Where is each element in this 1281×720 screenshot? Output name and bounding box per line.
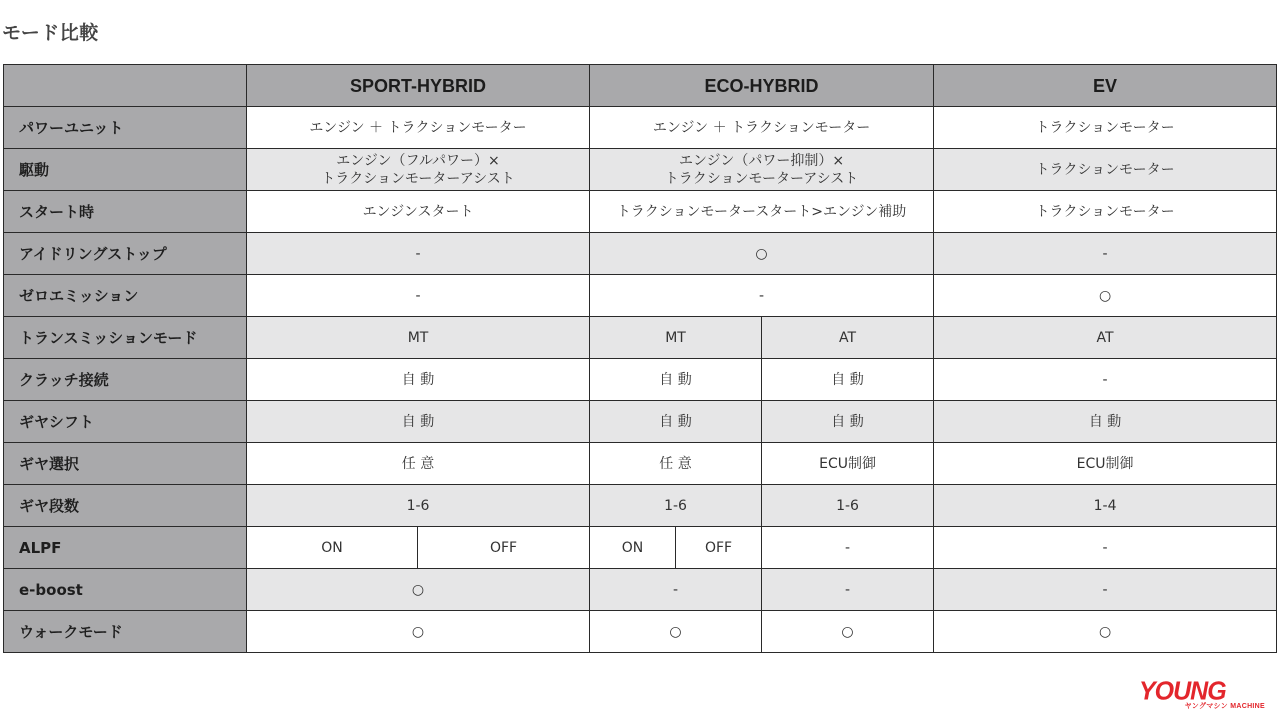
cell-eco-line2: トラクションモーターアシスト	[664, 170, 859, 187]
cell-ev: -	[934, 359, 1277, 401]
cell-eco-mt: -	[590, 569, 762, 611]
row-label: ギヤ選択	[4, 443, 247, 485]
cell-eco-at: 自 動	[762, 401, 934, 443]
cell-sport: 自 動	[247, 401, 590, 443]
cell-sport-off: OFF	[418, 527, 590, 569]
cell-eco-off: OFF	[676, 527, 762, 569]
cell-eco-at: -	[762, 527, 934, 569]
cell-sport: ○	[247, 611, 590, 653]
table-row	[4, 233, 1277, 275]
cell-eco: トラクションモータースタート>エンジン補助	[590, 191, 934, 233]
table-row	[4, 317, 1277, 359]
cell-eco-line1: エンジン（パワー抑制）×	[679, 152, 845, 169]
mode-comparison-table	[3, 64, 1277, 653]
cell-sport: ○	[247, 569, 590, 611]
logo-subtext: ヤングマシン MACHINE	[1184, 703, 1265, 710]
cell-sport-line2: トラクションモーターアシスト	[321, 170, 515, 187]
cell-ev: AT	[934, 317, 1277, 359]
row-label: ゼロエミッション	[4, 275, 247, 317]
cell-ev: ECU制御	[934, 443, 1277, 485]
row-label: ウォークモード	[4, 611, 247, 653]
cell-ev: ○	[934, 611, 1277, 653]
cell-eco-at: ○	[762, 611, 934, 653]
table-row	[4, 485, 1277, 527]
row-label: アイドリングストップ	[4, 233, 247, 275]
cell-eco-at: AT	[762, 317, 934, 359]
row-label: クラッチ接続	[4, 359, 247, 401]
row-label: ギヤシフト	[4, 401, 247, 443]
cell-sport: -	[247, 233, 590, 275]
cell-ev: -	[934, 527, 1277, 569]
cell-eco: エンジン ＋ トラクションモーター	[590, 107, 934, 149]
table-row	[4, 149, 1277, 191]
cell-ev: 1-4	[934, 485, 1277, 527]
cell-sport: -	[247, 275, 590, 317]
row-label: スタート時	[4, 191, 247, 233]
row-label: 駆動	[4, 149, 247, 191]
cell-eco-mt: 自 動	[590, 359, 762, 401]
cell-ev: トラクションモーター	[934, 191, 1277, 233]
cell-eco-at: -	[762, 569, 934, 611]
table-row	[4, 191, 1277, 233]
logo-text: YOUNG	[1139, 676, 1226, 706]
cell-sport-line1: エンジン（フルパワー）×	[336, 152, 500, 169]
header-ev: EV	[934, 65, 1277, 107]
cell-ev: トラクションモーター	[934, 149, 1277, 191]
cell-sport: 自 動	[247, 359, 590, 401]
cell-eco-at: ECU制御	[762, 443, 934, 485]
table-row	[4, 275, 1277, 317]
cell-sport: エンジンスタート	[247, 191, 590, 233]
row-label: トランスミッションモード	[4, 317, 247, 359]
cell-eco-mt: 1-6	[590, 485, 762, 527]
header-row	[4, 65, 1277, 107]
cell-eco-mt: 任 意	[590, 443, 762, 485]
cell-eco-mt: MT	[590, 317, 762, 359]
cell-sport: 1-6	[247, 485, 590, 527]
cell-sport	[247, 149, 590, 191]
table-row	[4, 443, 1277, 485]
cell-eco-on: ON	[590, 527, 676, 569]
header-sport-hybrid: SPORT-HYBRID	[247, 65, 590, 107]
row-label: パワーユニット	[4, 107, 247, 149]
cell-eco-at: 1-6	[762, 485, 934, 527]
cell-eco-mt: ○	[590, 611, 762, 653]
row-label: ALPF	[4, 527, 247, 569]
table-row	[4, 569, 1277, 611]
cell-eco: ○	[590, 233, 934, 275]
cell-sport-on: ON	[247, 527, 418, 569]
table-row	[4, 359, 1277, 401]
cell-ev: -	[934, 569, 1277, 611]
row-label: e-boost	[4, 569, 247, 611]
cell-sport: エンジン ＋ トラクションモーター	[247, 107, 590, 149]
cell-sport: 任 意	[247, 443, 590, 485]
table-row	[4, 527, 1277, 569]
cell-sport: MT	[247, 317, 590, 359]
header-eco-hybrid: ECO-HYBRID	[590, 65, 934, 107]
cell-eco-at: 自 動	[762, 359, 934, 401]
table-row	[4, 401, 1277, 443]
cell-eco: -	[590, 275, 934, 317]
header-corner	[4, 65, 247, 107]
page-title: モード比較	[2, 22, 99, 44]
cell-eco	[590, 149, 934, 191]
cell-ev: 自 動	[934, 401, 1277, 443]
cell-ev: -	[934, 233, 1277, 275]
cell-eco-mt: 自 動	[590, 401, 762, 443]
cell-ev: ○	[934, 275, 1277, 317]
row-label: ギヤ段数	[4, 485, 247, 527]
young-machine-logo	[1139, 676, 1267, 711]
table-row	[4, 611, 1277, 653]
cell-ev: トラクションモーター	[934, 107, 1277, 149]
table-row	[4, 107, 1277, 149]
